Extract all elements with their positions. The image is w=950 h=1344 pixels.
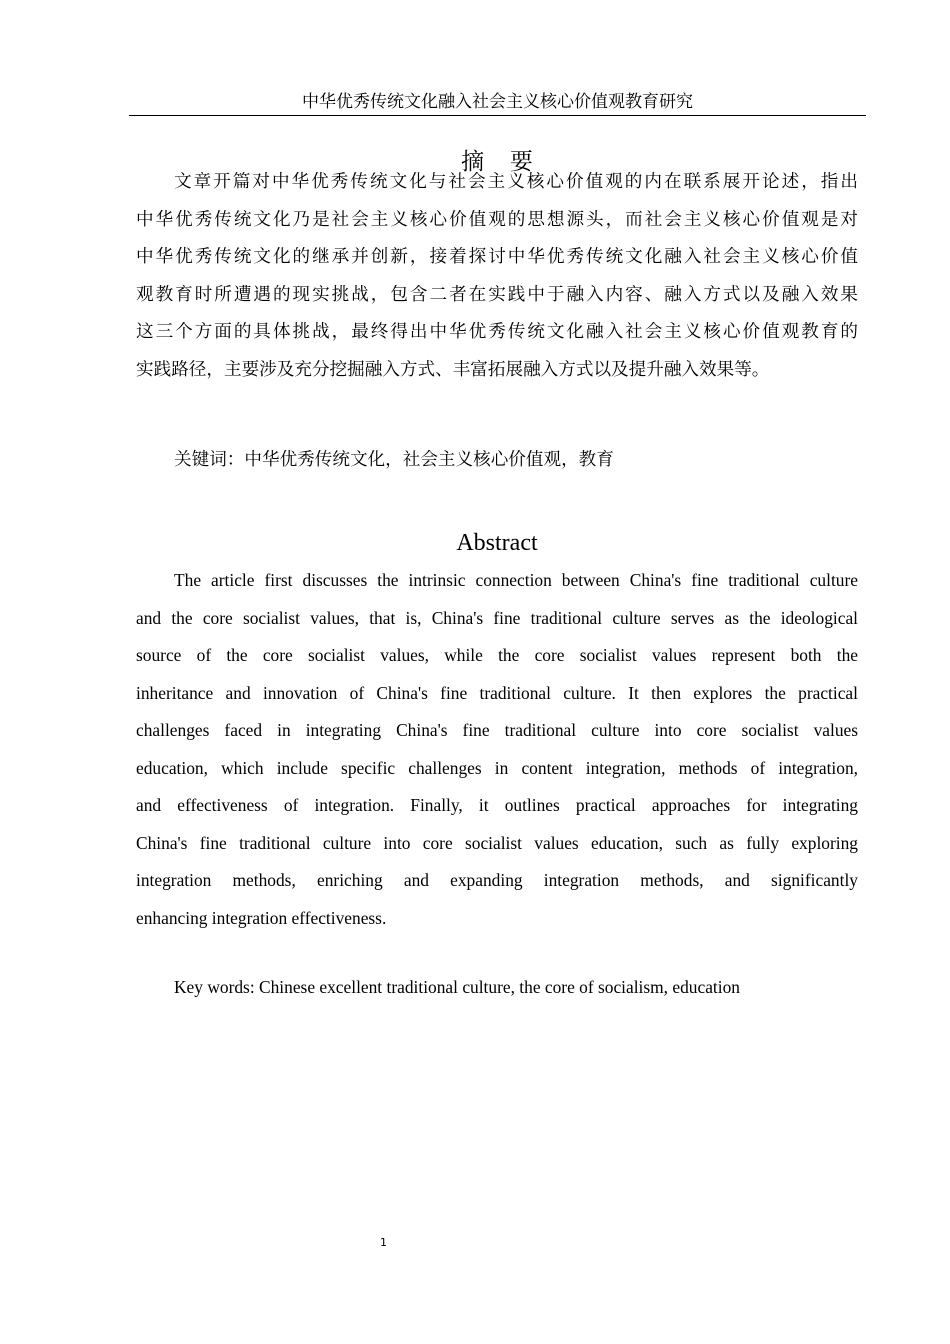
running-header: 中华优秀传统文化融入社会主义核心价值观教育研究 xyxy=(302,92,693,111)
abstract-title-zh: 摘 要 xyxy=(461,149,543,174)
abstract-zh-line: 文章开篇对中华优秀传统文化与社会主义核心价值观的内在联系展开论述，指出 xyxy=(174,171,858,191)
abstract-en-line: and effectiveness of integration. Finally, it outlines practical approaches for integrating xyxy=(136,795,858,815)
abstract-en-line: challenges faced in integrating China's fine traditional culture into core socialist values xyxy=(136,720,858,740)
abstract-zh-line: 观教育时所遭遇的现实挑战，包含二者在实践中于融入内容、融入方式以及融入效果 xyxy=(136,283,858,304)
abstract-en-line: and the core socialist values, that is, China's fine traditional culture serves as the ideological xyxy=(136,607,858,628)
keywords-en: Key words: Chinese excellent traditional culture, the core of socialism, education xyxy=(174,977,740,997)
abstract-zh-line: 实践路径，主要涉及充分挖掘融入方式、丰富拓展融入方式以及提升融入效果等。 xyxy=(136,358,770,379)
abstract-en-line: enhancing integration effectiveness. xyxy=(136,907,387,928)
abstract-en-line: The article first discusses the intrinsic connection between China's fine traditional culture xyxy=(174,570,858,590)
abstract-zh-line: 中华优秀传统文化乃是社会主义核心价值观的思想源头，而社会主义核心价值观是对 xyxy=(136,208,858,229)
abstract-en-line: integration methods, enriching and expanding integration methods, and significantly xyxy=(136,870,858,890)
abstract-body-zh xyxy=(136,163,858,388)
header-divider xyxy=(129,115,866,116)
abstract-title-en: Abstract xyxy=(456,530,538,556)
abstract-en-line: inheritance and innovation of China's fine traditional culture. It then explores the practical xyxy=(136,682,858,703)
abstract-en-line: education, which include specific challenges in content integration, methods of integration, xyxy=(136,757,858,778)
abstract-zh-line: 中华优秀传统文化的继承并创新，接着探讨中华优秀传统文化融入社会主义核心价值 xyxy=(136,246,858,266)
keywords-zh: 关键词：中华优秀传统文化，社会主义核心价值观，教育 xyxy=(174,449,614,469)
abstract-en-line: source of the core socialist values, while the core socialist values represent both the xyxy=(136,645,858,665)
page-number: 1 xyxy=(380,1236,387,1249)
abstract-body-en xyxy=(136,562,858,937)
abstract-zh-line: 这三个方面的具体挑战，最终得出中华优秀传统文化融入社会主义核心价值观教育的 xyxy=(136,321,858,341)
abstract-en-line: China's fine traditional culture into core socialist values education, such as fully exploring xyxy=(136,832,858,853)
